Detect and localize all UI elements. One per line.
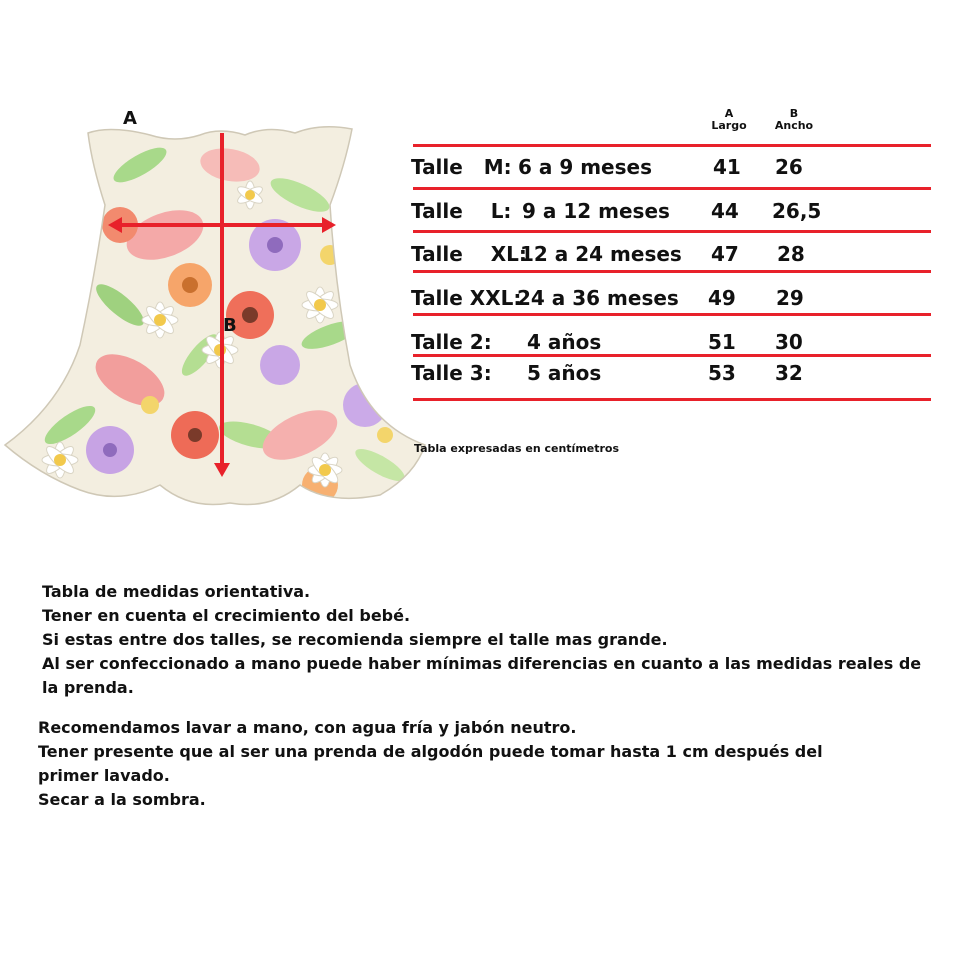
- col-header-largo: [706, 108, 752, 132]
- row-ancho: 28: [777, 242, 805, 266]
- note-line: Recomendamos lavar a mano, con agua fría y jabón neutro.: [38, 718, 577, 737]
- row-ancho: 26,5: [772, 199, 822, 223]
- row-largo: 41: [713, 155, 741, 179]
- row-ancho: 30: [775, 330, 803, 354]
- table-rule: [413, 144, 931, 147]
- row-largo: 44: [711, 199, 739, 223]
- note-line: Tabla de medidas orientativa.: [42, 582, 311, 601]
- col-b-letter: B: [789, 107, 799, 120]
- row-talle: Talle XXL:: [411, 286, 522, 310]
- row-largo: 53: [708, 361, 736, 385]
- note-line: Si estas entre dos talles, se recomienda siempre el talle mas grande.: [42, 630, 668, 649]
- table-rule: [413, 270, 931, 273]
- row-edad: 4 años: [527, 330, 602, 354]
- col-header-ancho: [771, 108, 817, 132]
- row-ancho: 26: [775, 155, 803, 179]
- table-rule: [413, 354, 931, 357]
- row-ancho: 32: [775, 361, 803, 385]
- row-talle: Talle 2:: [411, 330, 492, 354]
- row-edad: 24 a 36 meses: [517, 286, 679, 310]
- label-a: A: [123, 108, 137, 129]
- sizing-notes: [42, 580, 932, 700]
- row-largo: 49: [708, 286, 736, 310]
- row-largo: 47: [711, 242, 739, 266]
- note-line: Secar a la sombra.: [38, 790, 206, 809]
- note-line: Tener presente que al ser una prenda de algodón puede tomar hasta 1 cm después del primer lavado.: [38, 742, 823, 785]
- row-talle: Talle M:: [411, 155, 512, 179]
- table-rule: [413, 313, 931, 316]
- col-a-letter: A: [724, 107, 734, 120]
- col-b-name: Ancho: [774, 119, 814, 132]
- row-edad: 12 a 24 meses: [520, 242, 682, 266]
- table-rule: [413, 230, 931, 233]
- note-line: Al ser confeccionado a mano puede haber mínimas diferencias en cuanto a las medidas reales de la prenda.: [42, 654, 922, 697]
- row-edad: 6 a 9 meses: [518, 155, 652, 179]
- row-edad: 5 años: [527, 361, 602, 385]
- table-rule: [413, 398, 931, 401]
- row-edad: 9 a 12 meses: [522, 199, 670, 223]
- row-talle: Talle L:: [411, 199, 512, 223]
- row-talle: Talle 3:: [411, 361, 492, 385]
- note-line: Tener en cuenta el crecimiento del bebé.: [42, 606, 411, 625]
- label-b: B: [223, 315, 237, 336]
- units-note: Tabla expresadas en centímetros: [414, 442, 620, 455]
- row-talle: Talle XL:: [411, 242, 527, 266]
- dress-illustration: [0, 105, 440, 515]
- table-rule: [413, 187, 931, 190]
- row-largo: 51: [708, 330, 736, 354]
- row-ancho: 29: [776, 286, 804, 310]
- col-a-name: Largo: [711, 119, 747, 132]
- care-notes: [38, 716, 888, 812]
